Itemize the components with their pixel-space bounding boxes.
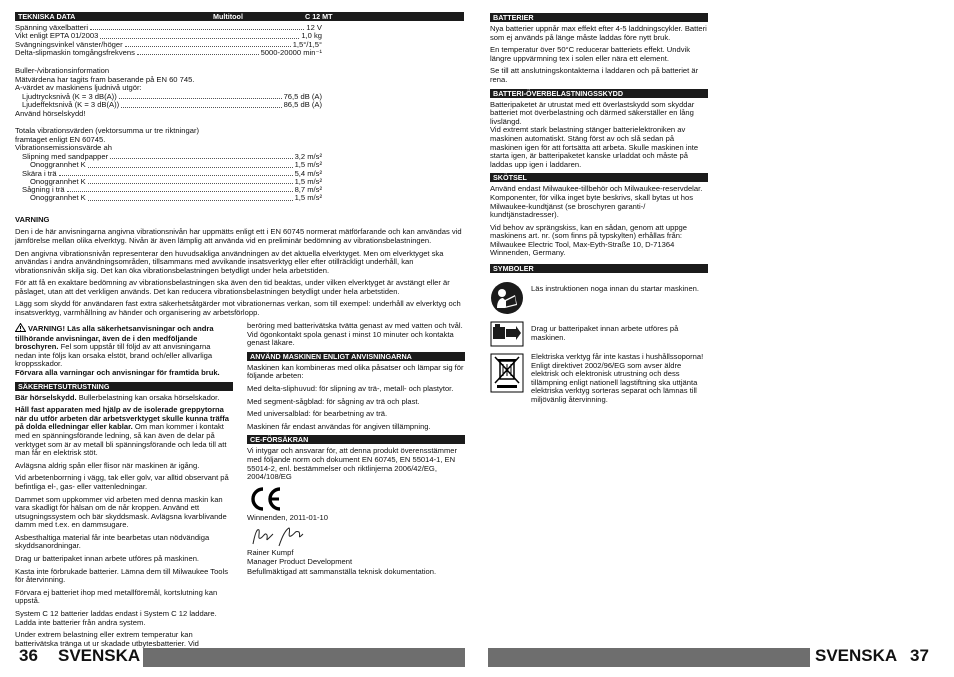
safety-header: SÄKERHETSUTRUSTNING [15, 382, 233, 391]
noise-label: Ljudeffektsnivå (K = 3 dB(A)) [22, 100, 120, 110]
spec-leader [90, 29, 304, 30]
right-footer-language: SVENSKA [815, 646, 898, 665]
safety-para-2: Håll fast apparaten med hjälp av de isolerade greppytorna när du utför arbeten där arbetsverktyget skulle kunna träffa på dolda elledningar eller kablar. Om man kommer i kontakt med en spänningsförande ledning, så kan även de delar på verktyget som är av metall bli spänningsförande och leda till att man får en elektrisk stöt. [15, 405, 229, 458]
spec-label: Vikt enligt EPTA 01/2003 [15, 31, 99, 41]
overload-header: BATTERI-ÖVERBELASTNINGSSKYDD [490, 89, 708, 98]
safety-para: Kasta inte förbrukade batterier. Lämna dem till Milwaukee Tools för återvinning. [15, 566, 229, 585]
vibration-row [15, 161, 322, 169]
overload-paras [490, 101, 708, 170]
overload-para: Batteripaketet är utrustat med ett överlastskydd som skyddar batteriet mot överbelastning och därmed säkerställer en lång livslängd. Vid extremt stark belastning stänger batterielektroniken av maskinen automatiskt. Stäng först av och slå sedan på maskinen igen för att fortsätta att arbeta. Skulle maskinen inte starta igen, är batteripaketet kanske urladdat och måste på laddas upp igen i laddaren. [490, 99, 699, 169]
usage-para: Med universalblad: för bearbetning av trä. [247, 409, 388, 419]
noise-intro-line: Buller-/vibrationsinformation [15, 66, 110, 76]
right-column [490, 11, 708, 405]
vibration-value: 1,5 m/s² [294, 160, 322, 170]
read-manual-icon [490, 281, 524, 315]
usage-header: ANVÄND MASKINEN ENLIGT ANVISNINGARNA [247, 352, 465, 361]
warning-box [15, 323, 233, 378]
ce-authorization: Befullmäktigad att sammanställa teknisk dokumentation. [247, 566, 437, 576]
symbol-text-3: Elektriska verktyg får inte kastas i hushållssoporna! Enligt direktivet 2002/96/EG som avser äldre elektrisk och elektronisk utrustning och dess tillämpning enligt nationell lagstiftning ska uttjänta elektriska verktyg sorteras separat och lämnas till miljövänlig återvinning. [531, 352, 704, 405]
warning-bold-2: Förvara alla varningar och anvisningar för framtida bruk. [15, 367, 220, 377]
vibration-leader [88, 167, 293, 168]
spec-label: Delta-slipmaskin tomgångsfrekvens [15, 47, 135, 57]
remove-battery-icon [490, 321, 524, 347]
crossed-bin-icon [490, 353, 524, 387]
right-page-number: 37 [910, 646, 929, 665]
noise-value: 76,5 dB (A) [283, 91, 322, 101]
usage-paras [247, 364, 465, 432]
symbol-text-2: Drag ur batteripaket innan arbete utföres på maskinen. [531, 324, 679, 342]
symbol-text-1: Läs instruktionen noga innan du startar maskinen. [531, 284, 700, 294]
usage-para: Maskinen får endast användas för angiven tillämpning. [247, 421, 431, 431]
vibration-value: 5,4 m/s² [294, 168, 322, 178]
left-footer-language: SVENSKA [58, 646, 141, 665]
noise-label: Ljudtrycksnivå (K = 3 dB(A)) [22, 91, 117, 101]
care-para: Vid behov av sprängskiss, kan en sådan, genom att uppge maskinens art. nr. (som finns på typskylten) erhållas från: Milwaukee Electric Tool, Max-Eyth-Straße 10, D-71364 Winnenden, Germany. [490, 222, 688, 258]
battery-header: BATTERIER [490, 13, 708, 22]
vib-intro-line: framtaget enligt EN 60745. [15, 134, 106, 144]
vibration-value: 3,2 m/s² [294, 151, 322, 161]
symbol-row-3 [490, 353, 708, 405]
spec-label: Svängningsvinkel vänster/höger [15, 39, 123, 49]
safety-para: Avlägsna aldrig spån eller flisor när maskinen är igång. [15, 460, 200, 470]
safety-para-1: Bär hörselskydd. Bullerbelastning kan orsaka hörselskador. [15, 392, 220, 402]
continued-text: beröring med batterivätska tvätta genast av med vatten och tvål. Vid ögonkontakt spola genast i minst 10 minuter och kontakta genast läkare. [247, 321, 463, 348]
usage-para: Maskinen kan kombineras med olika påsatser och lämpar sig för följande arbeten: [247, 362, 464, 381]
safety-paras [15, 462, 233, 649]
vibration-leader [59, 175, 293, 176]
noise-intro-line: A-värdet av maskinens ljudnivå utgör: [15, 83, 142, 93]
vibration-label: Onoggrannhet K [30, 193, 86, 203]
warning-text-1: Fel som uppstår till följd av att anvisningarna nedan inte följs kan orsaka elstöt, brand och/eller allvarliga kroppsskador. [15, 342, 213, 369]
spec-value: 5000-20000 min⁻¹ [260, 47, 322, 57]
vibration-label: Skära i trä [22, 168, 57, 178]
varning-para: Lägg som skydd för användaren fast extra säkerhetsåtgärder mot vibrationernas verkan, som till exempel: underhåll av elverktyg och insatsverktyg, varmhållning av händer och organisering av arbetsförlopp. [15, 299, 461, 318]
spec-leader [125, 46, 291, 47]
left-column-lower-2 [247, 322, 465, 576]
symbol-row-2 [490, 321, 708, 347]
spec-leader [100, 38, 299, 39]
tech-data-header [15, 12, 464, 21]
symbols-header: SYMBOLER [490, 264, 708, 273]
vibration-leader [110, 158, 292, 159]
varning-text [15, 228, 464, 317]
vibration-value: 8,7 m/s² [294, 185, 322, 195]
signature-icon [251, 526, 465, 548]
usage-para: Med delta-sliphuvud: för slipning av trä-, metall- och plastytor. [247, 383, 454, 393]
symbol-row-1 [490, 281, 708, 315]
vibration-leader [88, 183, 293, 184]
safety-para: Dammet som uppkommer vid arbeten med denna maskin kan vara skadligt för hälsan om de når kroppen. Använd ett utsugningssystem och bär skyddsmask. Avlägsna kvarblivande damm med t.ex. en dammsugare. [15, 494, 227, 530]
varning-title: VARNING [15, 214, 50, 224]
safety-para: Förvara ej batteriet ihop med metallföremål, kortslutning kan uppstå. [15, 587, 218, 606]
safety-para: Asbesthaltiga material får inte bearbetas utan nödvändiga skyddsanordningar. [15, 532, 210, 551]
left-column-top [15, 12, 464, 322]
spec-row [15, 49, 322, 57]
vibration-label: Onoggrannhet K [30, 160, 86, 170]
left-column-lower-1 [15, 323, 233, 652]
tech-data-title: TEKNISKA DATA [18, 12, 76, 21]
vibration-label: Slipning med sandpapper [22, 151, 109, 161]
signer-name: Rainer Kumpf [247, 548, 294, 558]
varning-para: För att få en exaktare bedömning av vibrationsbelastningen ska även den tid beaktas, under vilken elverktyget är avstängt eller är påslaget, utan att det verkligen används. Det kan reducera vibrationsbelastningen betydligt under hela arbetstiden. [15, 278, 450, 296]
ce-place-date: Winnenden, 2011-01-10 [247, 512, 328, 522]
care-paras [490, 185, 708, 258]
tech-specs [15, 24, 322, 203]
varning-para: Den i de här anvisningarna angivna vibrationsnivån har uppmätts enligt ett i EN 60745 normerat mätförfarande och kan användas vid jämförelse mellan olika elverktyg. Nivån är även lämplig att använda vid en preliminär bedömning av vibrationsbelastningen. [15, 227, 462, 245]
left-page-number: 36 [19, 646, 38, 665]
vib-intro-line: Totala vibrationsvärden (vektorsumma ur tre riktningar) [15, 126, 200, 136]
noise-leader [119, 98, 282, 99]
ce-text: Vi intygar och ansvarar för, att denna produkt överensstämmer med följande norm och dokument EN 60745, EN 55014-1, EN 55014-2, enl. bestämmelser och riktlinjerna 2006/42/EG, 2004/108/EG [247, 446, 458, 482]
vibration-value: 1,5 m/s² [294, 176, 322, 186]
battery-para: Se till att anslutningskontakterna i laddaren och på batteriet är rena. [490, 66, 699, 84]
ce-mark-icon [249, 486, 465, 512]
safety-para: Drag ur batteripaket innan arbete utföres på maskinen. [15, 554, 200, 564]
battery-para: Nya batterier uppnår max effekt efter 4-5 laddningscykler. Batteri som ej används på länge måste laddas före nytt bruk. [490, 24, 707, 42]
care-header: SKÖTSEL [490, 173, 708, 182]
care-para: Använd endast Milwaukee-tillbehör och Milwaukee-reservdelar. Komponenter, för vilka inget byte beskrivs, skall bytas ut hos Milwaukee-kundtjänst (se broschyren garanti-/ kundtjänstadresser). [490, 184, 703, 220]
hearing-protection-text: Använd hörselskydd! [15, 108, 86, 118]
vibration-value: 1,5 m/s² [294, 193, 322, 203]
tech-data-product: Multitool [213, 12, 243, 21]
vibration-label: Sågning i trä [22, 185, 65, 195]
ce-header: CE-FÖRSÄKRAN [247, 435, 465, 444]
noise-value: 86,5 dB (A) [283, 100, 322, 110]
safety-para: Under extrem belastning eller extrem temperatur kan batterivätska tränga ut ur skadade utbytesbatterier. Vid [15, 630, 199, 648]
vibration-leader [67, 191, 293, 192]
vibration-row [15, 194, 322, 202]
vibration-label: Onoggrannhet K [30, 176, 86, 186]
noise-leader [121, 107, 281, 108]
battery-para: En temperatur över 50°C reducerar batteriets effekt. Undvik längre uppvärmning tex i solen eller nära ett element. [490, 45, 691, 63]
safety-para: Vid arbetenborrning i vägg, tak eller golv, var alltid observant på befintliga el-, gas- eller vattenledningar. [15, 473, 229, 491]
battery-paras [490, 25, 708, 85]
spec-label: Spänning växelbatteri [15, 23, 89, 32]
noise-intro-line: Mätvärdena har tagits fram baserande på EN 60 745. [15, 74, 195, 84]
signer-role: Manager Product Development [247, 556, 353, 566]
vib-intro-line: Vibrationsemissionsvärde ah [15, 143, 112, 153]
spec-value: 1,0 kg [301, 31, 322, 41]
vibration-leader [88, 200, 293, 201]
spec-leader [137, 54, 259, 55]
usage-para: Med segment-sågblad: för sågning av trä och plast. [247, 396, 420, 406]
spec-value: 1,5°/1,5° [292, 39, 322, 49]
spec-value: 12 V [306, 23, 322, 32]
warning-bold-1: VARNING! Läs alla säkerhetsanvisningar och andra tillhörande anvisningar, även de i den medföljande broschyren. [15, 324, 214, 352]
varning-para: Den angivna vibrationsnivån representerar den huvudsakliga användningen av det aktuella elverktyget. Men om elverktyget ska användas i andra användningsområden, tillsammans med avvikande insatsverktyg eller efter otillräckligt underhåll, kan vibrationsnivån skilja sig. Det kan öka vibrationsbelastningen betydligt under hela arbetstiden. [15, 248, 444, 275]
tech-data-model: C 12 MT [305, 12, 333, 21]
safety-para: System C 12 batterier laddas endast i System C 12 laddare. Ladda inte batterier från andra system. [15, 609, 217, 627]
